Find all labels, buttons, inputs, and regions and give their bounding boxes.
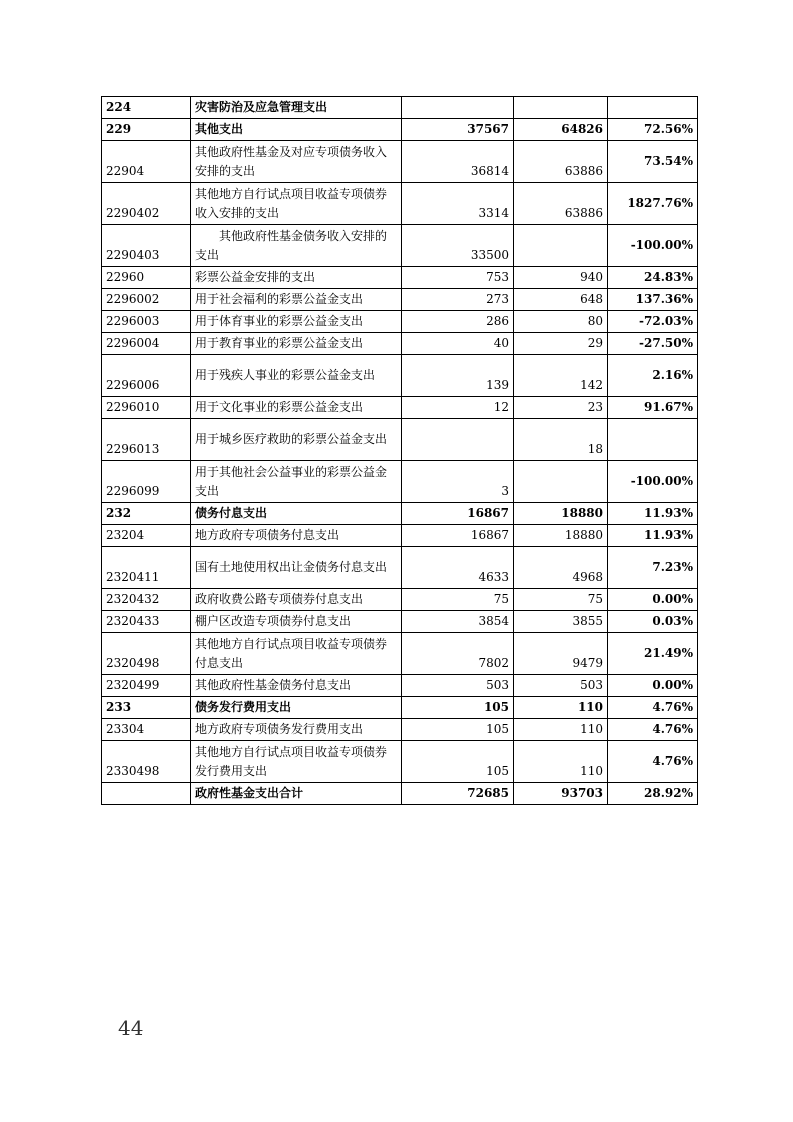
growth-rate-cell: 91.67% bbox=[608, 397, 698, 419]
account-code-cell: 229 bbox=[102, 119, 191, 141]
account-code-cell: 2320432 bbox=[102, 589, 191, 611]
growth-rate-cell: 28.92% bbox=[608, 783, 698, 805]
current-value-cell: 18880 bbox=[514, 503, 608, 525]
item-name-cell: 国有土地使用权出让金债务付息支出 bbox=[191, 547, 402, 589]
growth-rate-cell: 0.00% bbox=[608, 675, 698, 697]
growth-rate-cell: -27.50% bbox=[608, 333, 698, 355]
page-number: 44 bbox=[118, 1016, 144, 1040]
table-row bbox=[102, 589, 698, 611]
prior-year-value-cell bbox=[402, 97, 514, 119]
table-row bbox=[102, 419, 698, 461]
growth-rate-cell: 137.36% bbox=[608, 289, 698, 311]
current-value-cell: 23 bbox=[514, 397, 608, 419]
current-value-cell bbox=[514, 461, 608, 503]
table-row bbox=[102, 183, 698, 225]
table-row bbox=[102, 141, 698, 183]
current-value-cell bbox=[514, 97, 608, 119]
table-row bbox=[102, 97, 698, 119]
account-code-cell: 233 bbox=[102, 697, 191, 719]
prior-year-value-cell: 753 bbox=[402, 267, 514, 289]
prior-year-value-cell: 40 bbox=[402, 333, 514, 355]
fund-expenditure-table bbox=[101, 96, 698, 805]
account-code-cell: 23204 bbox=[102, 525, 191, 547]
current-value-cell: 110 bbox=[514, 741, 608, 783]
current-value-cell: 93703 bbox=[514, 783, 608, 805]
prior-year-value-cell: 139 bbox=[402, 355, 514, 397]
growth-rate-cell: 4.76% bbox=[608, 719, 698, 741]
item-name-cell: 其他地方自行试点项目收益专项债券收入安排的支出 bbox=[191, 183, 402, 225]
account-code-cell: 2296099 bbox=[102, 461, 191, 503]
prior-year-value-cell: 16867 bbox=[402, 525, 514, 547]
table-body bbox=[102, 97, 698, 805]
account-code-cell: 2290402 bbox=[102, 183, 191, 225]
prior-year-value-cell: 37567 bbox=[402, 119, 514, 141]
current-value-cell: 63886 bbox=[514, 141, 608, 183]
current-value-cell: 110 bbox=[514, 719, 608, 741]
table-row bbox=[102, 461, 698, 503]
item-name-cell: 地方政府专项债务发行费用支出 bbox=[191, 719, 402, 741]
item-name-cell: 棚户区改造专项债券付息支出 bbox=[191, 611, 402, 633]
current-value-cell: 64826 bbox=[514, 119, 608, 141]
current-value-cell: 9479 bbox=[514, 633, 608, 675]
account-code-cell: 2296013 bbox=[102, 419, 191, 461]
table-row bbox=[102, 119, 698, 141]
account-code-cell: 2320498 bbox=[102, 633, 191, 675]
item-name-cell: 用于城乡医疗救助的彩票公益金支出 bbox=[191, 419, 402, 461]
account-code-cell: 2296003 bbox=[102, 311, 191, 333]
growth-rate-cell: -72.03% bbox=[608, 311, 698, 333]
growth-rate-cell: 0.00% bbox=[608, 589, 698, 611]
growth-rate-cell: 0.03% bbox=[608, 611, 698, 633]
growth-rate-cell: 4.76% bbox=[608, 697, 698, 719]
item-name-cell: 其他地方自行试点项目收益专项债券发行费用支出 bbox=[191, 741, 402, 783]
table-row bbox=[102, 697, 698, 719]
item-name-cell: 用于体育事业的彩票公益金支出 bbox=[191, 311, 402, 333]
item-name-cell: 彩票公益金安排的支出 bbox=[191, 267, 402, 289]
account-code-cell: 224 bbox=[102, 97, 191, 119]
item-name-cell: 灾害防治及应急管理支出 bbox=[191, 97, 402, 119]
growth-rate-cell: -100.00% bbox=[608, 225, 698, 267]
item-name-cell: 政府收费公路专项债券付息支出 bbox=[191, 589, 402, 611]
growth-rate-cell: 73.54% bbox=[608, 141, 698, 183]
item-name-cell: 用于社会福利的彩票公益金支出 bbox=[191, 289, 402, 311]
item-name-cell: 其他支出 bbox=[191, 119, 402, 141]
current-value-cell: 80 bbox=[514, 311, 608, 333]
prior-year-value-cell: 4633 bbox=[402, 547, 514, 589]
prior-year-value-cell: 12 bbox=[402, 397, 514, 419]
table-row bbox=[102, 333, 698, 355]
account-code-cell: 23304 bbox=[102, 719, 191, 741]
table-row bbox=[102, 225, 698, 267]
growth-rate-cell: 72.56% bbox=[608, 119, 698, 141]
account-code-cell bbox=[102, 783, 191, 805]
item-name-cell: 其他政府性基金债务付息支出 bbox=[191, 675, 402, 697]
growth-rate-cell: 24.83% bbox=[608, 267, 698, 289]
table-row bbox=[102, 355, 698, 397]
growth-rate-cell: 2.16% bbox=[608, 355, 698, 397]
prior-year-value-cell: 273 bbox=[402, 289, 514, 311]
growth-rate-cell: 4.76% bbox=[608, 741, 698, 783]
prior-year-value-cell: 105 bbox=[402, 719, 514, 741]
growth-rate-cell bbox=[608, 419, 698, 461]
table-row bbox=[102, 783, 698, 805]
prior-year-value-cell: 16867 bbox=[402, 503, 514, 525]
prior-year-value-cell: 503 bbox=[402, 675, 514, 697]
growth-rate-cell: -100.00% bbox=[608, 461, 698, 503]
item-name-cell: 用于教育事业的彩票公益金支出 bbox=[191, 333, 402, 355]
account-code-cell: 2320411 bbox=[102, 547, 191, 589]
current-value-cell: 110 bbox=[514, 697, 608, 719]
account-code-cell: 2296006 bbox=[102, 355, 191, 397]
item-name-cell: 其他地方自行试点项目收益专项债券付息支出 bbox=[191, 633, 402, 675]
table-row bbox=[102, 397, 698, 419]
growth-rate-cell bbox=[608, 97, 698, 119]
table-row bbox=[102, 267, 698, 289]
prior-year-value-cell: 3314 bbox=[402, 183, 514, 225]
table-row bbox=[102, 719, 698, 741]
current-value-cell: 63886 bbox=[514, 183, 608, 225]
current-value-cell: 18 bbox=[514, 419, 608, 461]
current-value-cell: 75 bbox=[514, 589, 608, 611]
growth-rate-cell: 11.93% bbox=[608, 525, 698, 547]
prior-year-value-cell: 286 bbox=[402, 311, 514, 333]
prior-year-value-cell: 105 bbox=[402, 697, 514, 719]
account-code-cell: 2296010 bbox=[102, 397, 191, 419]
current-value-cell: 940 bbox=[514, 267, 608, 289]
prior-year-value-cell: 7802 bbox=[402, 633, 514, 675]
current-value-cell: 29 bbox=[514, 333, 608, 355]
table-row bbox=[102, 289, 698, 311]
table-row bbox=[102, 503, 698, 525]
current-value-cell: 142 bbox=[514, 355, 608, 397]
prior-year-value-cell: 105 bbox=[402, 741, 514, 783]
table-row bbox=[102, 547, 698, 589]
account-code-cell: 2296002 bbox=[102, 289, 191, 311]
prior-year-value-cell: 36814 bbox=[402, 141, 514, 183]
table-row bbox=[102, 675, 698, 697]
growth-rate-cell: 21.49% bbox=[608, 633, 698, 675]
account-code-cell: 2290403 bbox=[102, 225, 191, 267]
item-name-cell: 用于其他社会公益事业的彩票公益金支出 bbox=[191, 461, 402, 503]
prior-year-value-cell: 33500 bbox=[402, 225, 514, 267]
table-row bbox=[102, 633, 698, 675]
current-value-cell: 18880 bbox=[514, 525, 608, 547]
account-code-cell: 232 bbox=[102, 503, 191, 525]
account-code-cell: 2296004 bbox=[102, 333, 191, 355]
current-value-cell: 4968 bbox=[514, 547, 608, 589]
account-code-cell: 2320499 bbox=[102, 675, 191, 697]
item-name-cell: 债务发行费用支出 bbox=[191, 697, 402, 719]
growth-rate-cell: 7.23% bbox=[608, 547, 698, 589]
table-row bbox=[102, 741, 698, 783]
table-row bbox=[102, 525, 698, 547]
item-name-cell: 其他政府性基金及对应专项债务收入安排的支出 bbox=[191, 141, 402, 183]
account-code-cell: 22960 bbox=[102, 267, 191, 289]
prior-year-value-cell: 72685 bbox=[402, 783, 514, 805]
current-value-cell bbox=[514, 225, 608, 267]
prior-year-value-cell bbox=[402, 419, 514, 461]
item-name-cell: 用于残疾人事业的彩票公益金支出 bbox=[191, 355, 402, 397]
account-code-cell: 2320433 bbox=[102, 611, 191, 633]
growth-rate-cell: 1827.76% bbox=[608, 183, 698, 225]
item-name-cell: 债务付息支出 bbox=[191, 503, 402, 525]
table-row bbox=[102, 311, 698, 333]
prior-year-value-cell: 3 bbox=[402, 461, 514, 503]
item-name-cell: 其他政府性基金债务收入安排的支出 bbox=[191, 225, 402, 267]
growth-rate-cell: 11.93% bbox=[608, 503, 698, 525]
current-value-cell: 648 bbox=[514, 289, 608, 311]
current-value-cell: 503 bbox=[514, 675, 608, 697]
prior-year-value-cell: 75 bbox=[402, 589, 514, 611]
current-value-cell: 3855 bbox=[514, 611, 608, 633]
item-name-cell: 用于文化事业的彩票公益金支出 bbox=[191, 397, 402, 419]
item-name-cell: 地方政府专项债务付息支出 bbox=[191, 525, 402, 547]
table-row bbox=[102, 611, 698, 633]
item-name-cell: 政府性基金支出合计 bbox=[191, 783, 402, 805]
prior-year-value-cell: 3854 bbox=[402, 611, 514, 633]
account-code-cell: 22904 bbox=[102, 141, 191, 183]
account-code-cell: 2330498 bbox=[102, 741, 191, 783]
